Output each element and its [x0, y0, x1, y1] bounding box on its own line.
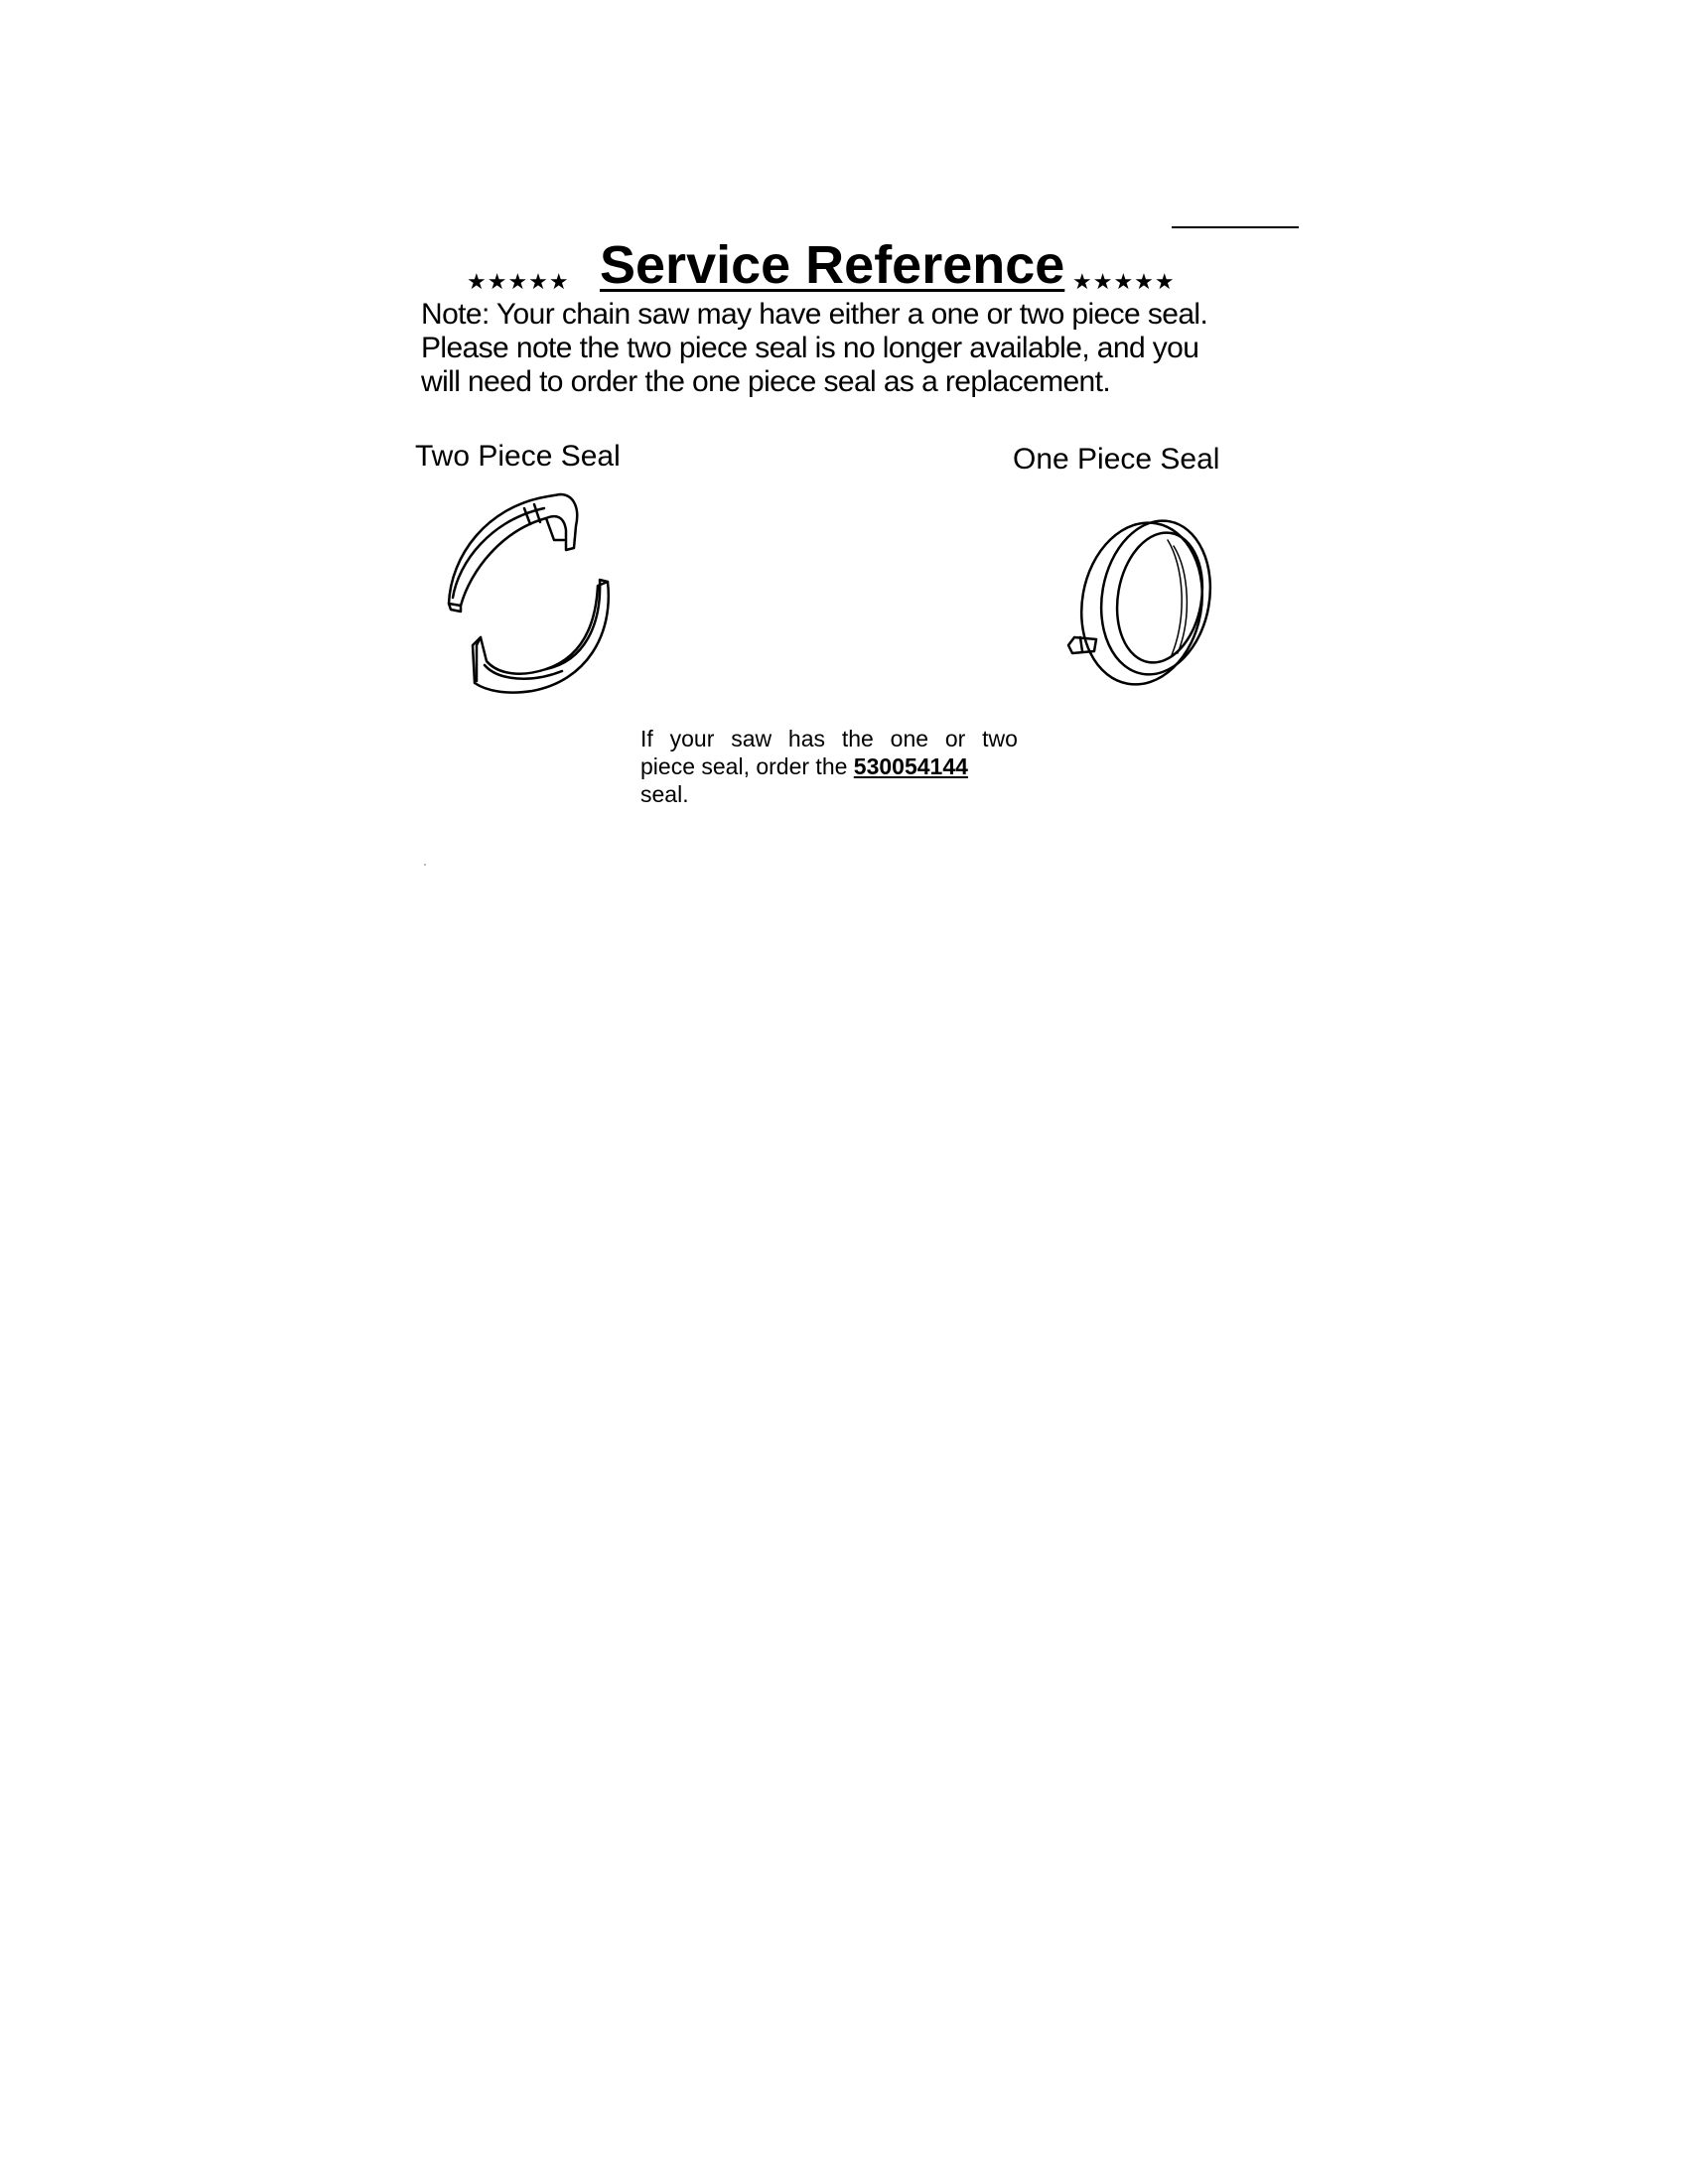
one-piece-seal-illustration	[1060, 506, 1229, 695]
note-line: Please note the two piece seal is no longer available, and you	[421, 332, 1199, 364]
two-piece-seal-illustration	[437, 486, 616, 705]
order-word: has	[787, 726, 826, 751]
order-prefix: piece seal, order the	[640, 753, 854, 779]
order-word: saw	[731, 726, 772, 751]
note-line: Note: Your chain saw may have either a one or two piece seal.	[421, 298, 1208, 331]
order-word: the	[841, 726, 874, 751]
stars-right-icon: ★★★★★	[1072, 270, 1176, 295]
service-note	[421, 298, 1275, 399]
two-piece-seal-label: Two Piece Seal	[415, 440, 621, 473]
order-line-1	[640, 725, 1018, 752]
stars-left-icon: ★★★★★	[467, 270, 570, 295]
order-word: two	[982, 726, 1018, 751]
one-piece-seal-label: One Piece Seal	[1013, 443, 1220, 476]
order-instructions	[640, 725, 1018, 808]
order-line-3: seal.	[640, 781, 689, 807]
order-word: one	[890, 726, 929, 751]
order-word: or	[944, 726, 966, 751]
part-number: 530054144	[853, 753, 968, 779]
top-rule	[1172, 226, 1299, 228]
order-line-2	[640, 752, 1018, 780]
order-word: your	[669, 726, 715, 751]
page-title: Service Reference	[600, 235, 1065, 295]
scan-speck	[424, 864, 426, 866]
note-line: will need to order the one piece seal as a replacement.	[421, 365, 1111, 398]
order-word: If	[640, 726, 653, 751]
